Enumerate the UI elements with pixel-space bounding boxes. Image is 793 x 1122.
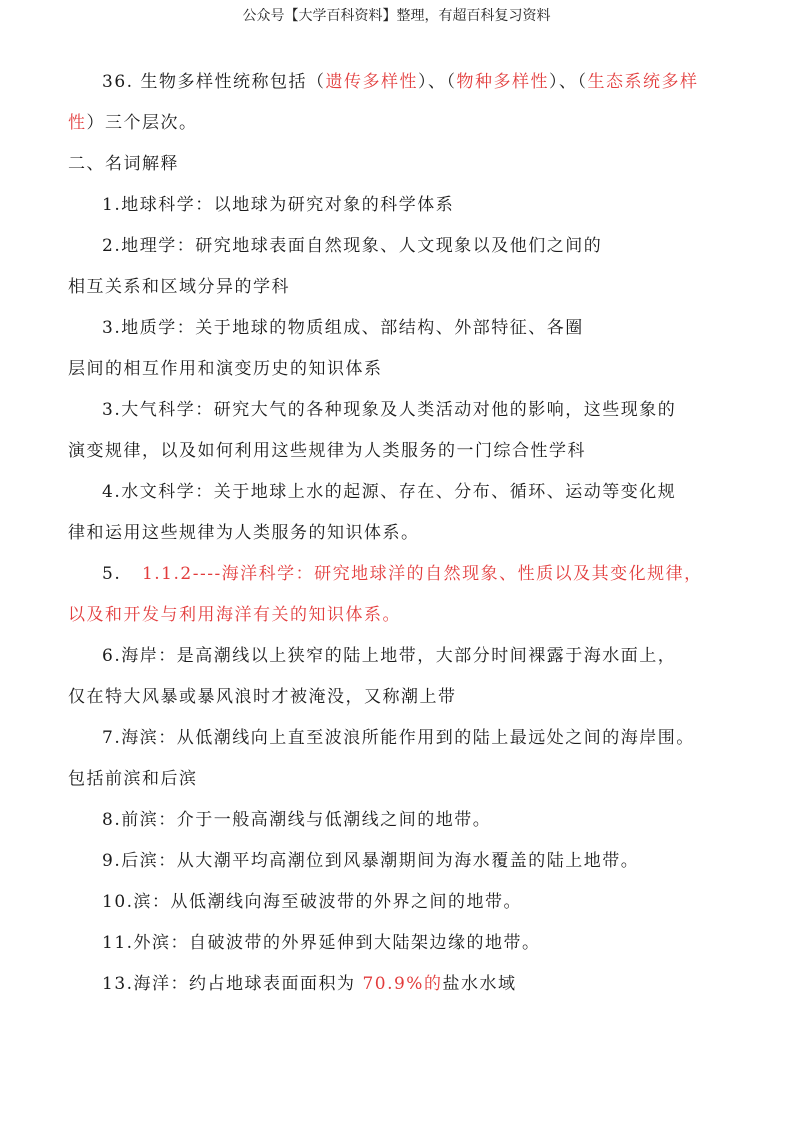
question-text: 生物多样性统称包括（ (133, 72, 326, 92)
term-geology-line1: 3.地质学：关于地球的物质组成、部结构、外部特征、各圈 (102, 318, 584, 338)
question-text-end: ）三个层次。 (86, 113, 198, 133)
term-atmospheric-science-line1: 3.大气科学：研究大气的各种现象及人类活动对他的影响，这些现象的 (102, 400, 677, 420)
punctuation: ）、（ (417, 72, 457, 92)
document-body (68, 62, 728, 1005)
term-geology-line2: 层间的相互作用和演变历史的知识体系 (68, 359, 383, 379)
term-ocean (68, 964, 728, 1005)
question-number: 36. (102, 72, 134, 92)
term-ocean-science-line2: 以及和开发与利用海洋有关的知识体系。 (68, 605, 401, 625)
term-hydrology-line2: 律和运用这些规律为人类服务的知识体系。 (68, 523, 420, 543)
term-ocean-science-line1 (68, 554, 728, 595)
punctuation: ）、（ (548, 72, 588, 92)
term-geography-line2: 相互关系和区域分异的学科 (68, 277, 290, 297)
term-ocean-percentage: 70.9%的 (362, 974, 443, 994)
term-ocean-science-text: 1.1.2----海洋科学：研究地球洋的自然现象、性质以及其变化规律， (141, 564, 703, 584)
section-title: 二、名词解释 (68, 154, 179, 174)
term-atmospheric-science-line2: 演变规律，以及如何利用这些规律为人类服务的一门综合性学科 (68, 441, 586, 461)
question-36-line2 (68, 103, 728, 144)
page-header: 公众号【大学百科资料】整理，有超百科复习资料 (242, 8, 551, 24)
term-backshore: 9.后滨：从大潮平均高潮位到风暴潮期间为海水覆盖的陆上地带。 (102, 851, 640, 871)
term-coast-line1: 6.海岸：是高潮线以上狭窄的陆上地带，大部分时间裸露于海水面上， (102, 646, 677, 666)
term-nearshore: 10.滨：从低潮线向海至破波带的外界之间的地带。 (102, 892, 523, 912)
answer-ecosystem-diversity: 生态系统多样 (587, 72, 699, 92)
term-coast-line2: 仅在特大风暴或暴风浪时才被淹没，又称潮上带 (68, 687, 457, 707)
term-ocean-text-end: 盐水水域 (442, 974, 517, 994)
answer-genetic-diversity: 遗传多样性 (325, 72, 418, 92)
term-foreshore: 8.前滨：介于一般高潮线与低潮线之间的地带。 (102, 810, 492, 830)
term-earth-science: 1.地球科学：以地球为研究对象的科学体系 (102, 195, 455, 215)
term-ocean-text: 13.海洋：约占地球表面面积为 (102, 974, 363, 994)
term-shore-line1: 7.海滨：从低潮线向上直至波浪所能作用到的陆上最远处之间的海岸围。 (102, 728, 695, 748)
term-offshore: 11.外滨：自破波带的外界延伸到大陆架边缘的地带。 (102, 933, 541, 953)
term-hydrology-line1: 4.水文科学：关于地球上水的起源、存在、分布、循环、运动等变化规 (102, 482, 677, 502)
term-geography-line1: 2.地理学：研究地球表面自然现象、人文现象以及他们之间的 (102, 236, 603, 256)
term-number: 5. (102, 564, 122, 584)
answer-ecosystem-diversity-cont: 性 (68, 113, 87, 133)
question-36-line1 (68, 62, 728, 103)
term-shore-line2: 包括前滨和后滨 (68, 769, 198, 789)
answer-species-diversity: 物种多样性 (456, 72, 549, 92)
